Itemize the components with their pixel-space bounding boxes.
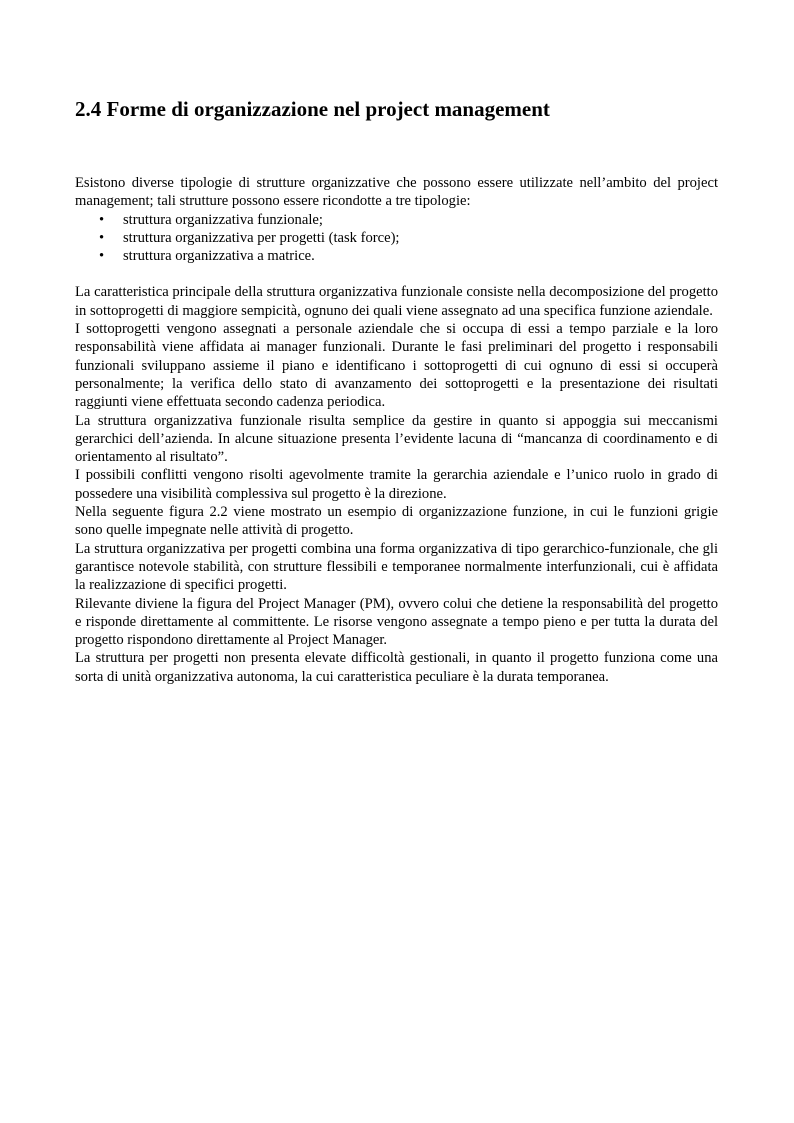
structure-types-list xyxy=(75,211,718,266)
body-paragraph: I possibili conflitti vengono risolti agevolmente tramite la gerarchia aziendale e l’unico ruolo in grado di possedere una visibilità complessiva sul progetto è la direzione. xyxy=(75,467,718,502)
body-paragraph: La caratteristica principale della struttura organizzativa funzionale consiste nella decomposizione del progetto in sottoprogetti di maggiore sempicità, ognuno dei quali viene assegnato ad una specifica funzione aziendale. xyxy=(75,284,718,319)
list-item-text: struttura organizzativa per progetti (task force); xyxy=(123,229,400,246)
body-paragraph: La struttura organizzativa funzionale risulta semplice da gestire in quanto si appoggia sui meccanismi gerarchici dell’azienda. In alcune situazione presenta l’evidente lacuna di “mancanza di coordinamento e di orientamento al risultato”. xyxy=(75,412,718,466)
list-item xyxy=(75,229,718,247)
body-paragraph: La struttura per progetti non presenta elevate difficoltà gestionali, in quanto il progetto funziona come una sorta di unità organizzativa autonoma, la cui caratteristica peculiare è la durata temporanea. xyxy=(75,650,718,685)
section-title: 2.4 Forme di organizzazione nel project management xyxy=(75,97,550,121)
body-paragraph: Nella seguente figura 2.2 viene mostrato un esempio di organizzazione funzione, in cui le funzioni grigie sono quelle impegnate nelle attività di progetto. xyxy=(75,504,718,539)
body-paragraph: Rilevante diviene la figura del Project Manager (PM), ovvero colui che detiene la responsabilità del progetto e risponde direttamente al committente. Le risorse vengono assegnate a tempo pieno e per tutta la durata del progetto rispondono direttamente al Project Manager. xyxy=(75,595,718,649)
body-text xyxy=(75,283,718,686)
bullet-icon: • xyxy=(99,229,105,246)
list-item-text: struttura organizzativa a matrice. xyxy=(123,248,315,265)
bullet-icon: • xyxy=(99,248,105,265)
list-item xyxy=(75,211,718,229)
body-paragraph: La struttura organizzativa per progetti combina una forma organizzativa di tipo gerarchico-funzionale, che gli garantisce notevole stabilità, con strutture flessibili e temporanee normalmente interfunzionali, cui è affidata la realizzazione di specifici progetti. xyxy=(75,540,718,594)
intro-paragraph: Esistono diverse tipologie di strutture organizzative che possono essere utilizzate nell’ambito del project management; tali strutture possono essere ricondotte a tre tipologie: xyxy=(75,175,718,210)
list-item-text: struttura organizzativa funzionale; xyxy=(123,211,323,228)
bullet-icon: • xyxy=(99,211,105,228)
page-content xyxy=(75,96,718,686)
list-item xyxy=(75,247,718,265)
body-paragraph: I sottoprogetti vengono assegnati a personale aziendale che si occupa di essi a tempo parziale e la loro responsabilità viene affidata ai manager funzionali. Durante le fasi preliminari del progetto i responsabili funzionali sviluppano assieme il piano e identificano i sottoprogetti di cui ognuno di essi si occuperà personalmente; la verifica dello stato di avanzamento dei sottoprogetti e la presentazione dei risultati raggiunti viene effettuata secondo cadenza periodica. xyxy=(75,321,718,411)
